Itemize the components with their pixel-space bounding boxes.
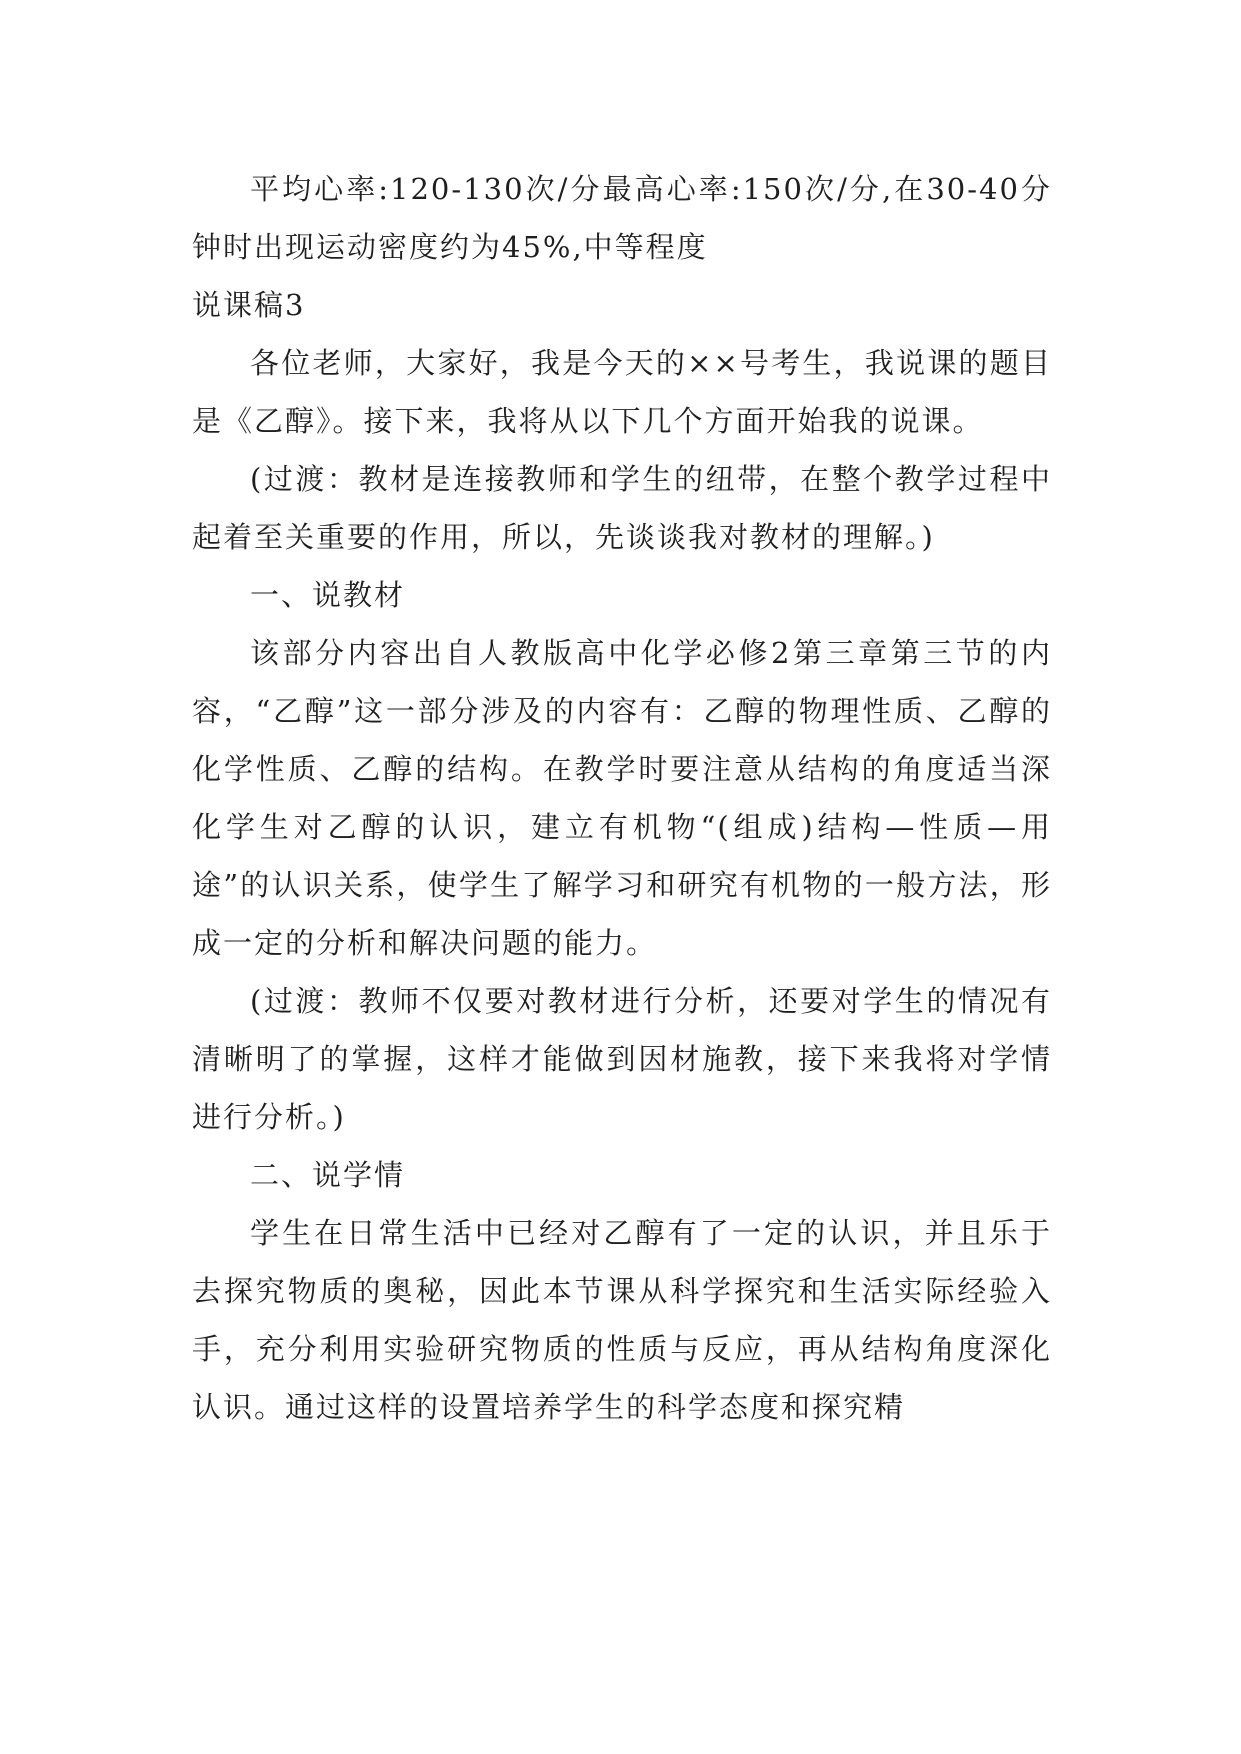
paragraph-student-analysis: 学生在日常生活中已经对乙醇有了一定的认识，并且乐于去探究物质的奥秘，因此本节课从科学探究和生活实际经验入手，充分利用实验研究物质的性质与反应，再从结构角度深化认识。通过这样的设置培养学生的科学态度和探究精 — [192, 1216, 1052, 1424]
paragraph-heart-rate: 平均心率:120-130次/分最高心率:150次/分,在30-40分钟时出现运动密度约为45%,中等程度 — [192, 172, 1052, 264]
heading-textbook: 一、说教材 — [250, 578, 406, 612]
paragraph-greeting: 各位老师，大家好，我是今天的××号考生，我说课的题目是《乙醇》。接下来，我将从以下几个方面开始我的说课。 — [192, 346, 1052, 438]
section-title-lecture-3: 说课稿3 — [192, 288, 306, 322]
paragraph-textbook-content: 该部分内容出自人教版高中化学必修2第三章第三节的内容，“乙醇”这一部分涉及的内容有：乙醇的物理性质、乙醇的化学性质、乙醇的结构。在教学时要注意从结构的角度适当深化学生对乙醇的认识，建立有机物“(组成)结构—性质—用途”的认识关系，使学生了解学习和研究有机物的一般方法，形成一定的分析和解决问题的能力。 — [192, 636, 1052, 960]
heading-student-analysis: 二、说学情 — [250, 1158, 406, 1192]
document-body — [192, 160, 1052, 1436]
paragraph-transition-students: (过渡：教师不仅要对教材进行分析，还要对学生的情况有清晰明了的掌握，这样才能做到因材施教，接下来我将对学情进行分析。) — [192, 984, 1052, 1134]
paragraph-transition-textbook: (过渡：教材是连接教师和学生的纽带，在整个教学过程中起着至关重要的作用，所以，先谈谈我对教材的理解。) — [192, 462, 1052, 554]
